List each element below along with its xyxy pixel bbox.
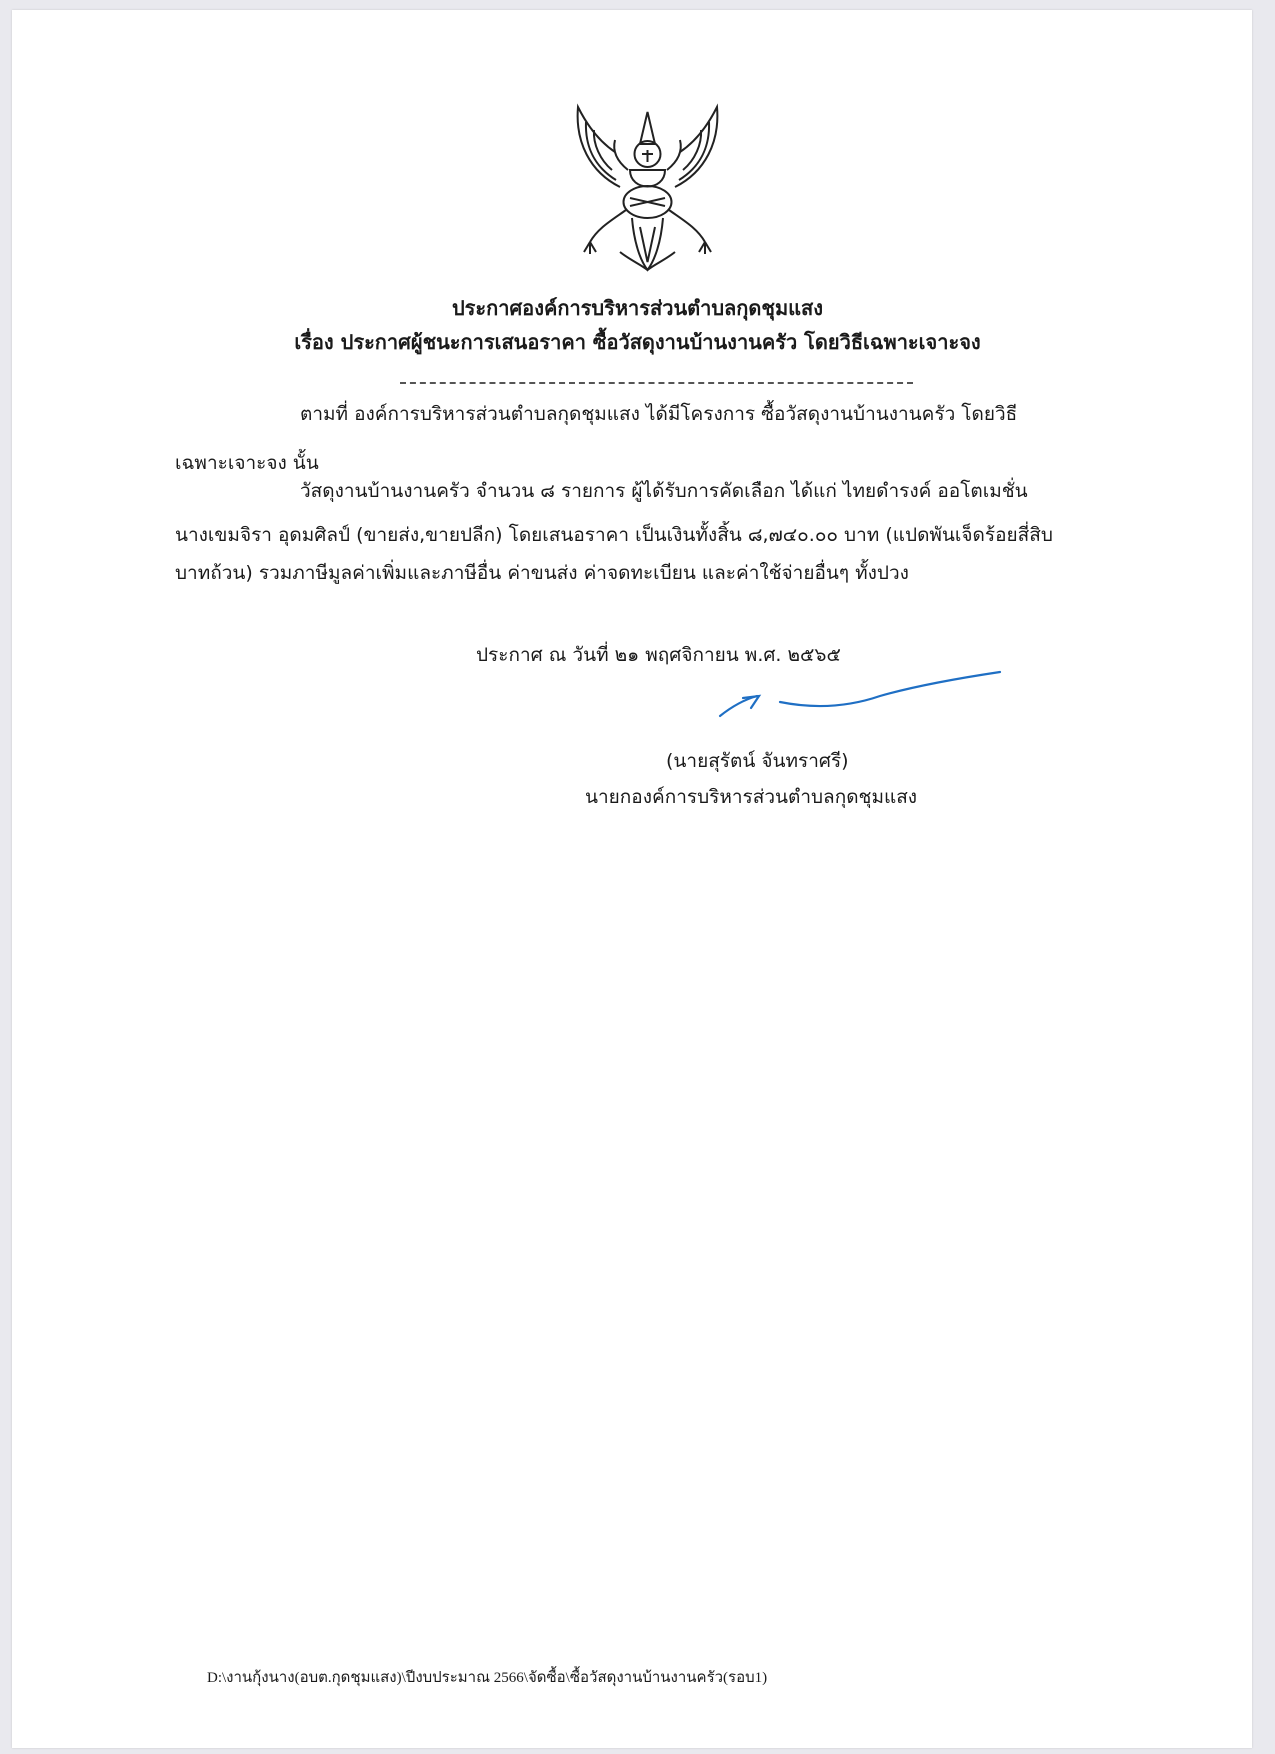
garuda-emblem-icon — [560, 92, 735, 277]
announcement-date: ประกาศ ณ วันที่ ๒๑ พฤศจิกายน พ.ศ. ๒๕๖๕ — [476, 644, 841, 666]
paragraph-2-line-1: วัสดุงานบ้านงานครัว จำนวน ๘ รายการ ผู้ได้รับการคัดเลือก ได้แก่ ไทยดำรงค์ ออโตเมชั่น — [300, 480, 1028, 502]
announcement-title: ประกาศองค์การบริหารส่วนตำบลกุดชุมแสง — [451, 296, 824, 320]
footer-file-path: D:\งานกุ้งนาง(อบต.กุดชุมแสง)\ปีงบประมาณ 2566\จัดซื้อ\ซื้อวัสดุงานบ้านงานครัว(รอบ1) — [207, 1670, 768, 1686]
paragraph-1-line-1: ตามที่ องค์การบริหารส่วนตำบลกุดชุมแสง ได้มีโครงการ ซื้อวัสดุงานบ้านงานครัว โดยวิธี — [300, 403, 1018, 425]
signatory-name: (นายสุรัตน์ จันทราศรี) — [666, 750, 849, 772]
announcement-subject: เรื่อง ประกาศผู้ชนะการเสนอราคา ซื้อวัสดุงานบ้านงานครัว โดยวิธีเฉพาะเจาะจง — [294, 330, 981, 354]
separator-line — [400, 382, 913, 384]
paragraph-2-line-3: บาทถ้วน) รวมภาษีมูลค่าเพิ่มและภาษีอื่น ค่าขนส่ง ค่าจดทะเบียน และค่าใช้จ่ายอื่นๆ ทั้งปวง — [175, 562, 909, 584]
signature-image — [715, 666, 1005, 721]
signatory-position: นายกองค์การบริหารส่วนตำบลกุดชุมแสง — [585, 786, 918, 808]
paragraph-2-line-2: นางเขมจิรา อุดมศิลป์ (ขายส่ง,ขายปลีก) โดยเสนอราคา เป็นเงินทั้งสิ้น ๘,๗๔๐.๐๐ บาท (แปดพันเจ็ดร้อยสี่สิบ — [175, 524, 1053, 546]
paragraph-1-line-2: เฉพาะเจาะจง นั้น — [175, 452, 319, 474]
